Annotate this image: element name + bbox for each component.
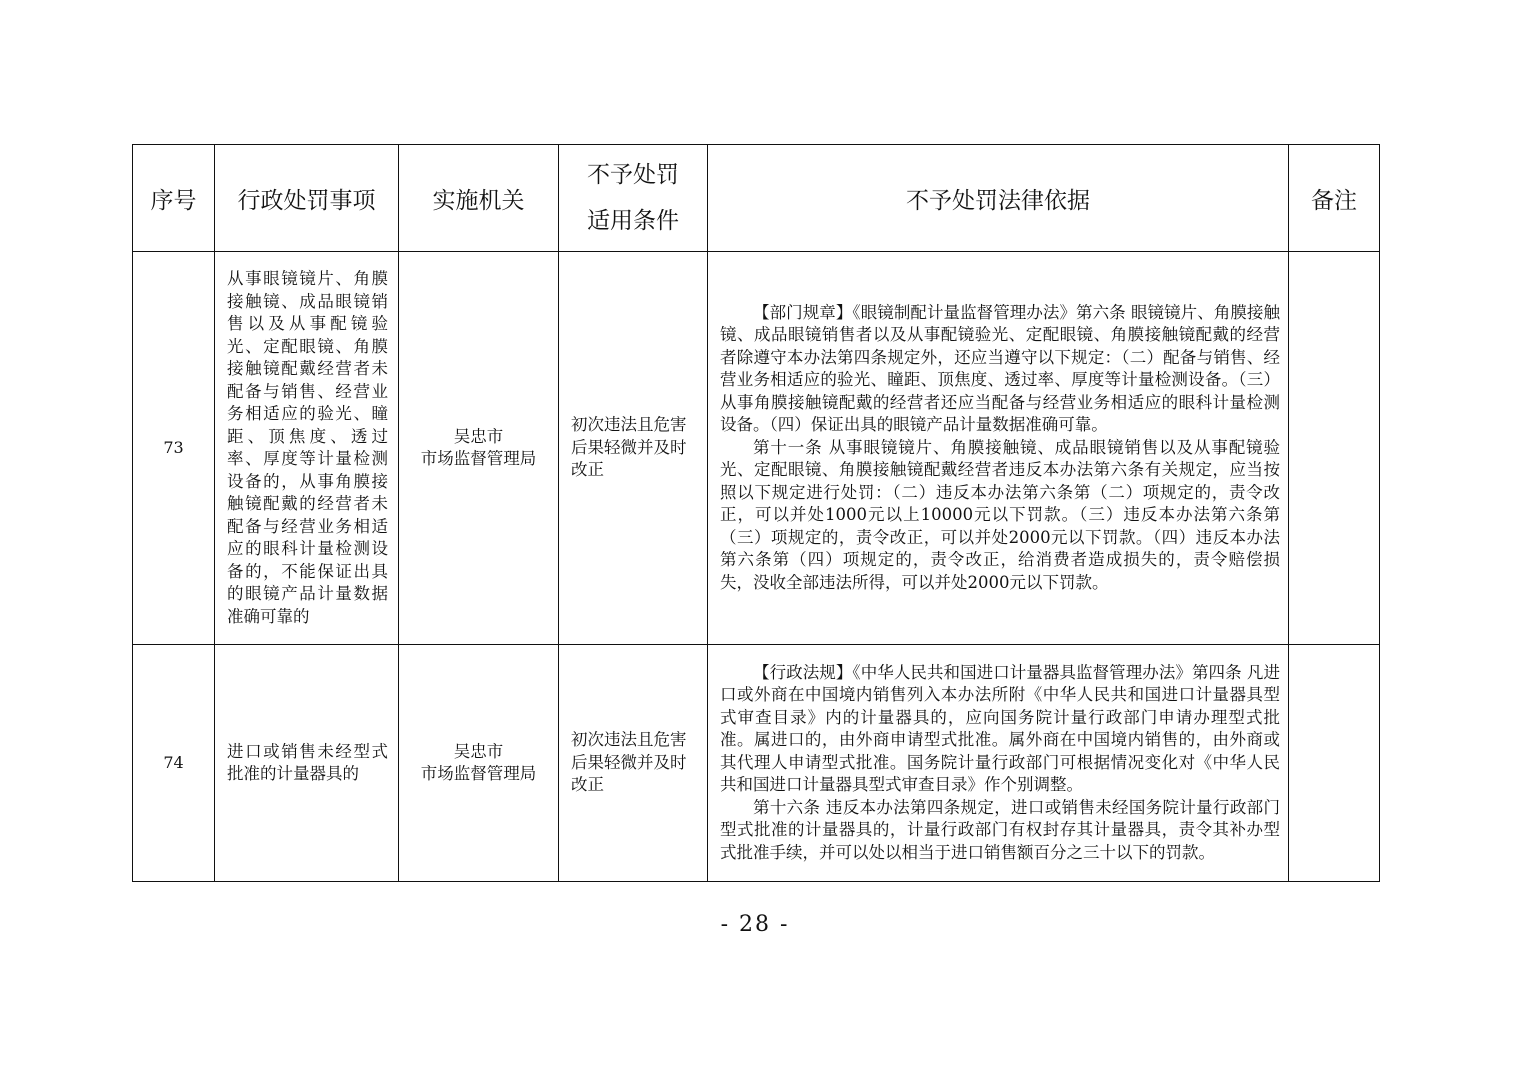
header-seq: 序号 (133, 145, 215, 252)
row-agency (399, 645, 559, 882)
row-basis (708, 252, 1289, 645)
penalty-table (132, 144, 1380, 882)
row-remark (1289, 645, 1380, 882)
agency-line1: 吴忠市 (453, 741, 504, 761)
agency-line2: 市场监督管理局 (420, 764, 537, 783)
row-number: 73 (133, 252, 215, 645)
agency-line1: 吴忠市 (453, 426, 504, 446)
table-row (133, 252, 1380, 645)
header-basis: 不予处罚法律依据 (708, 145, 1289, 252)
basis-paragraph: 第十六条 违反本办法第四条规定，进口或销售未经国务院计量行政部门型式批准的计量器具的，计量行政部门有权封存其计量器具，责令其补办型式批准手续，并可以处以相当于进口销售额百分之三十以下的罚款。 (720, 797, 1280, 862)
basis-paragraph: 【行政法规】《中华人民共和国进口计量器具监督管理办法》第四条 凡进口或外商在中国境内销售列入本办法所附《中华人民共和国进口计量器具型式审查目录》内的计量器具的，应向国务院计量行政部门申请办理型式批准。属进口的，由外商申请型式批准。属外商在中国境内销售的，由外商或其代理人申请型式批准。国务院计量行政部门可根据情况变化对《中华人民共和国进口计量器具型式审查目录》作个别调整。 (720, 662, 1280, 795)
row-basis (708, 645, 1289, 882)
table-header-row (133, 145, 1380, 252)
header-condition-line2: 适用条件 (587, 208, 679, 234)
row-agency (399, 252, 559, 645)
header-remark: 备注 (1289, 145, 1380, 252)
row-condition: 初次违法且危害后果轻微并及时改正 (559, 645, 708, 882)
row-number: 74 (133, 645, 215, 882)
row-remark (1289, 252, 1380, 645)
row-item: 从事眼镜镜片、角膜接触镜、成品眼镜销售以及从事配镜验光、定配眼镜、角膜接触镜配戴经营者未配备与销售、经营业务相适应的验光、瞳距、顶焦度、透过率、厚度等计量检测设备的，从事角膜接触镜配戴的经营者未配备与经营业务相适应的眼科计量检测设备的，不能保证出具的眼镜产品计量数据准确可靠的 (215, 252, 399, 645)
row-item: 进口或销售未经型式批准的计量器具的 (215, 645, 399, 882)
row-condition: 初次违法且危害后果轻微并及时改正 (559, 252, 708, 645)
header-agency: 实施机关 (399, 145, 559, 252)
header-condition (559, 145, 708, 252)
header-condition-line1: 不予处罚 (587, 162, 679, 188)
page-number: - 28 - (720, 912, 790, 937)
agency-line2: 市场监督管理局 (420, 449, 537, 468)
basis-paragraph: 第十一条 从事眼镜镜片、角膜接触镜、成品眼镜销售以及从事配镜验光、定配眼镜、角膜接触镜配戴经营者违反本办法第六条有关规定，应当按照以下规定进行处罚：（二）违反本办法第六条第（二）项规定的，责令改正，可以并处1000元以上10000元以下罚款。（三）违反本办法第六条第（三）项规定的，责令改正，可以并处2000元以下罚款。（四）违反本办法第六条第（四）项规定的，责令改正，给消费者造成损失的，责令赔偿损失，没收全部违法所得，可以并处2000元以下罚款。 (720, 437, 1280, 592)
table-row (133, 645, 1380, 882)
header-item: 行政处罚事项 (215, 145, 399, 252)
basis-paragraph: 【部门规章】《眼镜制配计量监督管理办法》第六条 眼镜镜片、角膜接触镜、成品眼镜销售者以及从事配镜验光、定配眼镜、角膜接触镜配戴的经营者除遵守本办法第四条规定外，还应当遵守以下规定：（二）配备与销售、经营业务相适应的验光、瞳距、顶焦度、透过率、厚度等计量检测设备。（三）从事角膜接触镜配戴的经营者还应当配备与经营业务相适应的眼科计量检测设备。（四）保证出具的眼镜产品计量数据准确可靠。 (720, 302, 1280, 435)
